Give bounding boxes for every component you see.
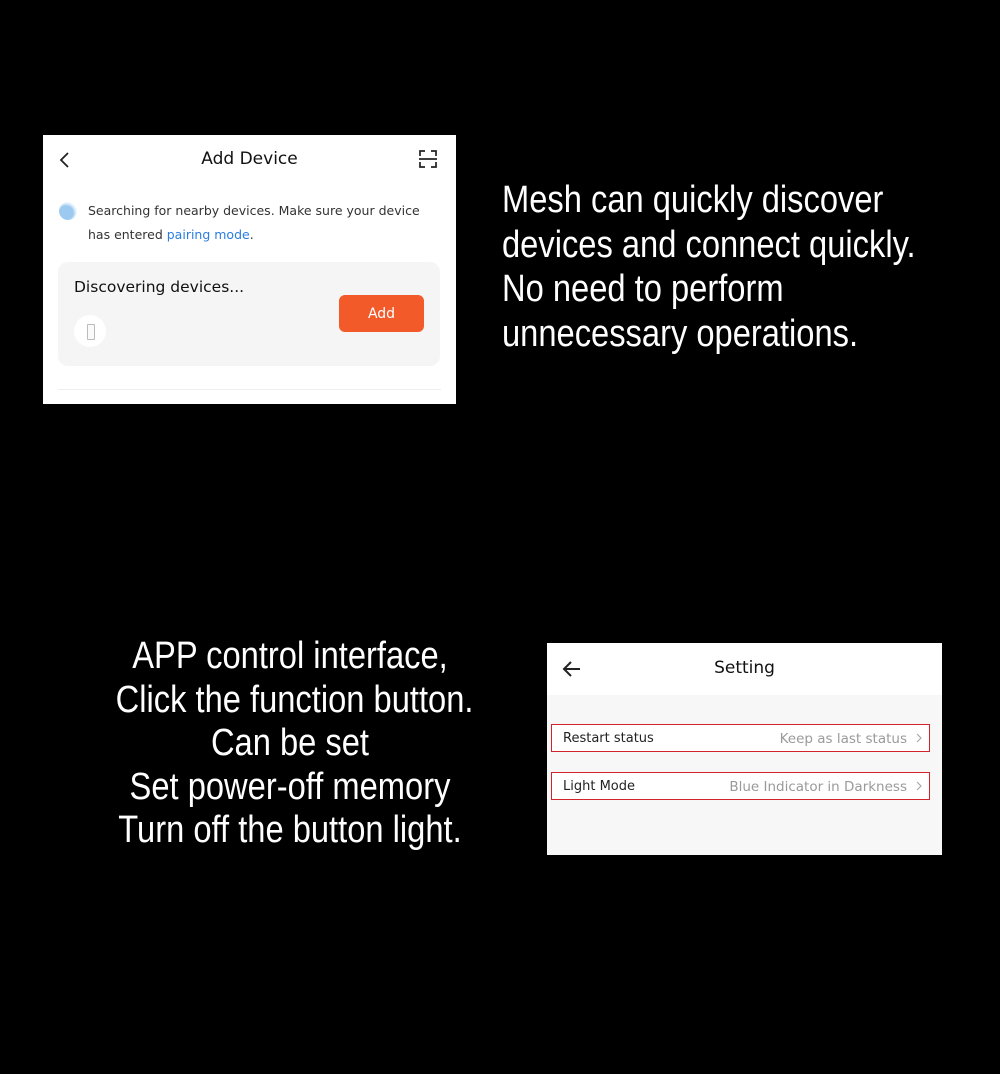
app-line-1: APP control interface,	[132, 635, 448, 677]
row-value: Keep as last status	[779, 731, 907, 747]
mesh-line-2: devices and connect quickly.	[502, 223, 916, 266]
divider	[58, 389, 441, 390]
searching-hint	[88, 199, 428, 247]
searching-text: Searching for nearby devices. Make sure your device has entered	[88, 203, 420, 242]
row-value: Blue Indicator in Darkness	[729, 779, 907, 795]
chevron-right-icon	[915, 733, 923, 743]
app-line-2: Click the function button.	[106, 678, 474, 721]
app-line-4: Set power-off memory	[129, 765, 451, 808]
app-line-3: Can be set	[210, 722, 370, 764]
mesh-line-3: No need to perform	[502, 268, 784, 310]
setting-screen	[547, 643, 942, 855]
add-device-screen	[43, 135, 456, 404]
mesh-line-1: Mesh can quickly discover	[502, 179, 884, 221]
discovered-device-card	[58, 262, 440, 366]
scan-icon[interactable]	[418, 149, 438, 169]
searching-suffix: .	[249, 227, 254, 242]
add-button[interactable]: Add	[339, 295, 424, 332]
searching-spinner-icon	[59, 202, 77, 220]
chevron-right-icon	[915, 781, 923, 791]
page-title: Setting	[714, 658, 775, 678]
restart-status-row[interactable]	[551, 724, 930, 752]
mesh-line-4: unnecessary operations.	[502, 312, 859, 355]
discovering-label: Discovering devices...	[74, 278, 245, 296]
switch-device-icon	[74, 315, 106, 347]
app-line-5: Turn off the button light.	[118, 809, 462, 851]
light-mode-row[interactable]	[551, 772, 930, 800]
setting-header	[547, 643, 942, 695]
row-label: Restart status	[563, 731, 654, 746]
row-label: Light Mode	[563, 779, 635, 794]
app-control-description	[75, 635, 505, 853]
page-title: Add Device	[201, 149, 298, 169]
mesh-description	[502, 178, 923, 356]
pairing-mode-link[interactable]: pairing mode	[166, 227, 250, 242]
